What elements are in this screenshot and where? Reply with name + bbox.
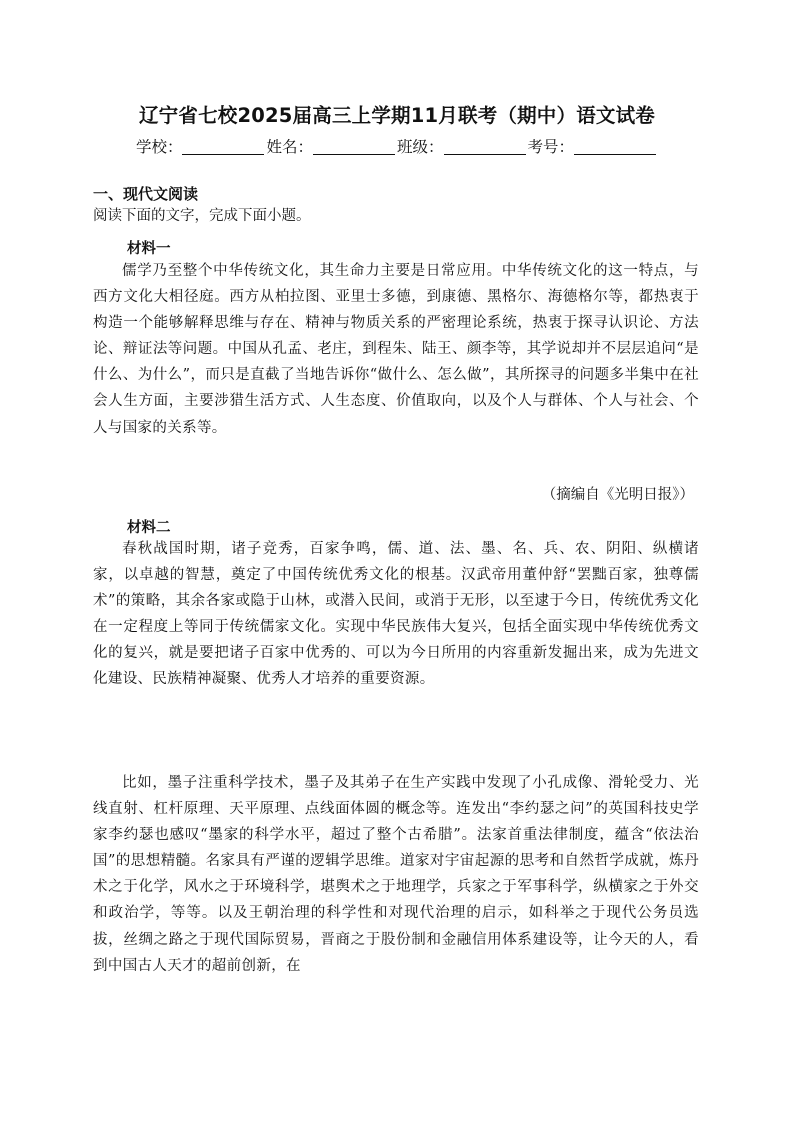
number-label: 考号： bbox=[527, 138, 575, 156]
class-blank bbox=[444, 140, 526, 155]
name-blank bbox=[313, 140, 395, 155]
student-info-line bbox=[0, 135, 794, 157]
class-label: 班级： bbox=[397, 138, 444, 156]
material1-source: （摘编自《光明日报》） bbox=[541, 487, 694, 503]
exam-title: 辽宁省七校2025届高三上学期11月联考（期中）语文试卷 bbox=[138, 104, 655, 127]
material1-heading: 材料一 bbox=[127, 241, 171, 257]
school-blank bbox=[182, 140, 264, 155]
material2-paragraph-2: 比如，墨子注重科学技术，墨子及其弟子在生产实践中发现了小孔成像、滑轮受力、光线直射、杠杆原理、天平原理、点线面体圆的概念等。连发出“李约瑟之问”的英国科技史学家李约瑟也感叹“墨家的科学水平，超过了整个古希腊”。法家首重法律制度，蕴含“依法治国”的思想精髓。名家具有严谨的逻辑学思维。道家对宇宙起源的思考和自然哲学成就，炼丹术之于化学，风水之于环境科学，堪舆术之于地理学，兵家之于军事科学，纵横家之于外交和政治学，等等。以及王朝治理的科学性和对现代治理的启示，如科举之于现代公务员选拔，丝绸之路之于现代国际贸易，晋商之于股份制和金融信用体系建设等，让今天的人，看到中国古人天才的超前创新，在 bbox=[93, 775, 699, 974]
material1-paragraph: 儒学乃至整个中华传统文化，其生命力主要是日常应用。中华传统文化的这一特点，与西方文化大相径庭。西方从柏拉图、亚里士多德，到康德、黑格尔、海德格尔等，都热衷于构造一个能够解释思维与存在、精神与物质关系的严密理论系统，热衷于探寻认识论、方法论、辩证法等问题。中国从孔孟、老庄，到程朱、陆王、颜李等，其学说却并不层层追问“是什么、为什么”，而只是直截了当地告诉你“做什么、怎么做”，其所探寻的问题多半集中在社会人生方面，主要涉猎生活方式、人生态度、价值取向，以及个人与群体、个人与社会、个人与国家的关系等。 bbox=[93, 263, 699, 436]
school-label: 学校： bbox=[135, 138, 183, 156]
material2-paragraph-1: 春秋战国时期，诸子竞秀，百家争鸣，儒、道、法、墨、名、兵、农、阴阳、纵横诸家，以卓越的智慧，奠定了中国传统优秀文化的根基。汉武帝用董仲舒“罢黜百家，独尊儒术”的策略，其余各家或隐于山林，或潜入民间，或消于无形，以至逮于今日，传统优秀文化在一定程度上等同于传统儒家文化。实现中华民族伟大复兴，包括全面实现中华传统优秀文化的复兴，就是要把诸子百家中优秀的、可以为今日所用的内容重新发掘出来，成为先进文化建设、民族精神凝聚、优秀人才培养的重要资源。 bbox=[93, 541, 699, 688]
instruction-text: 阅读下面的文字，完成下面小题。 bbox=[93, 208, 311, 224]
name-label: 姓名： bbox=[266, 138, 313, 156]
material2-heading: 材料二 bbox=[127, 520, 171, 536]
number-blank bbox=[574, 140, 656, 155]
section-title: 一、现代文阅读 bbox=[93, 185, 199, 203]
